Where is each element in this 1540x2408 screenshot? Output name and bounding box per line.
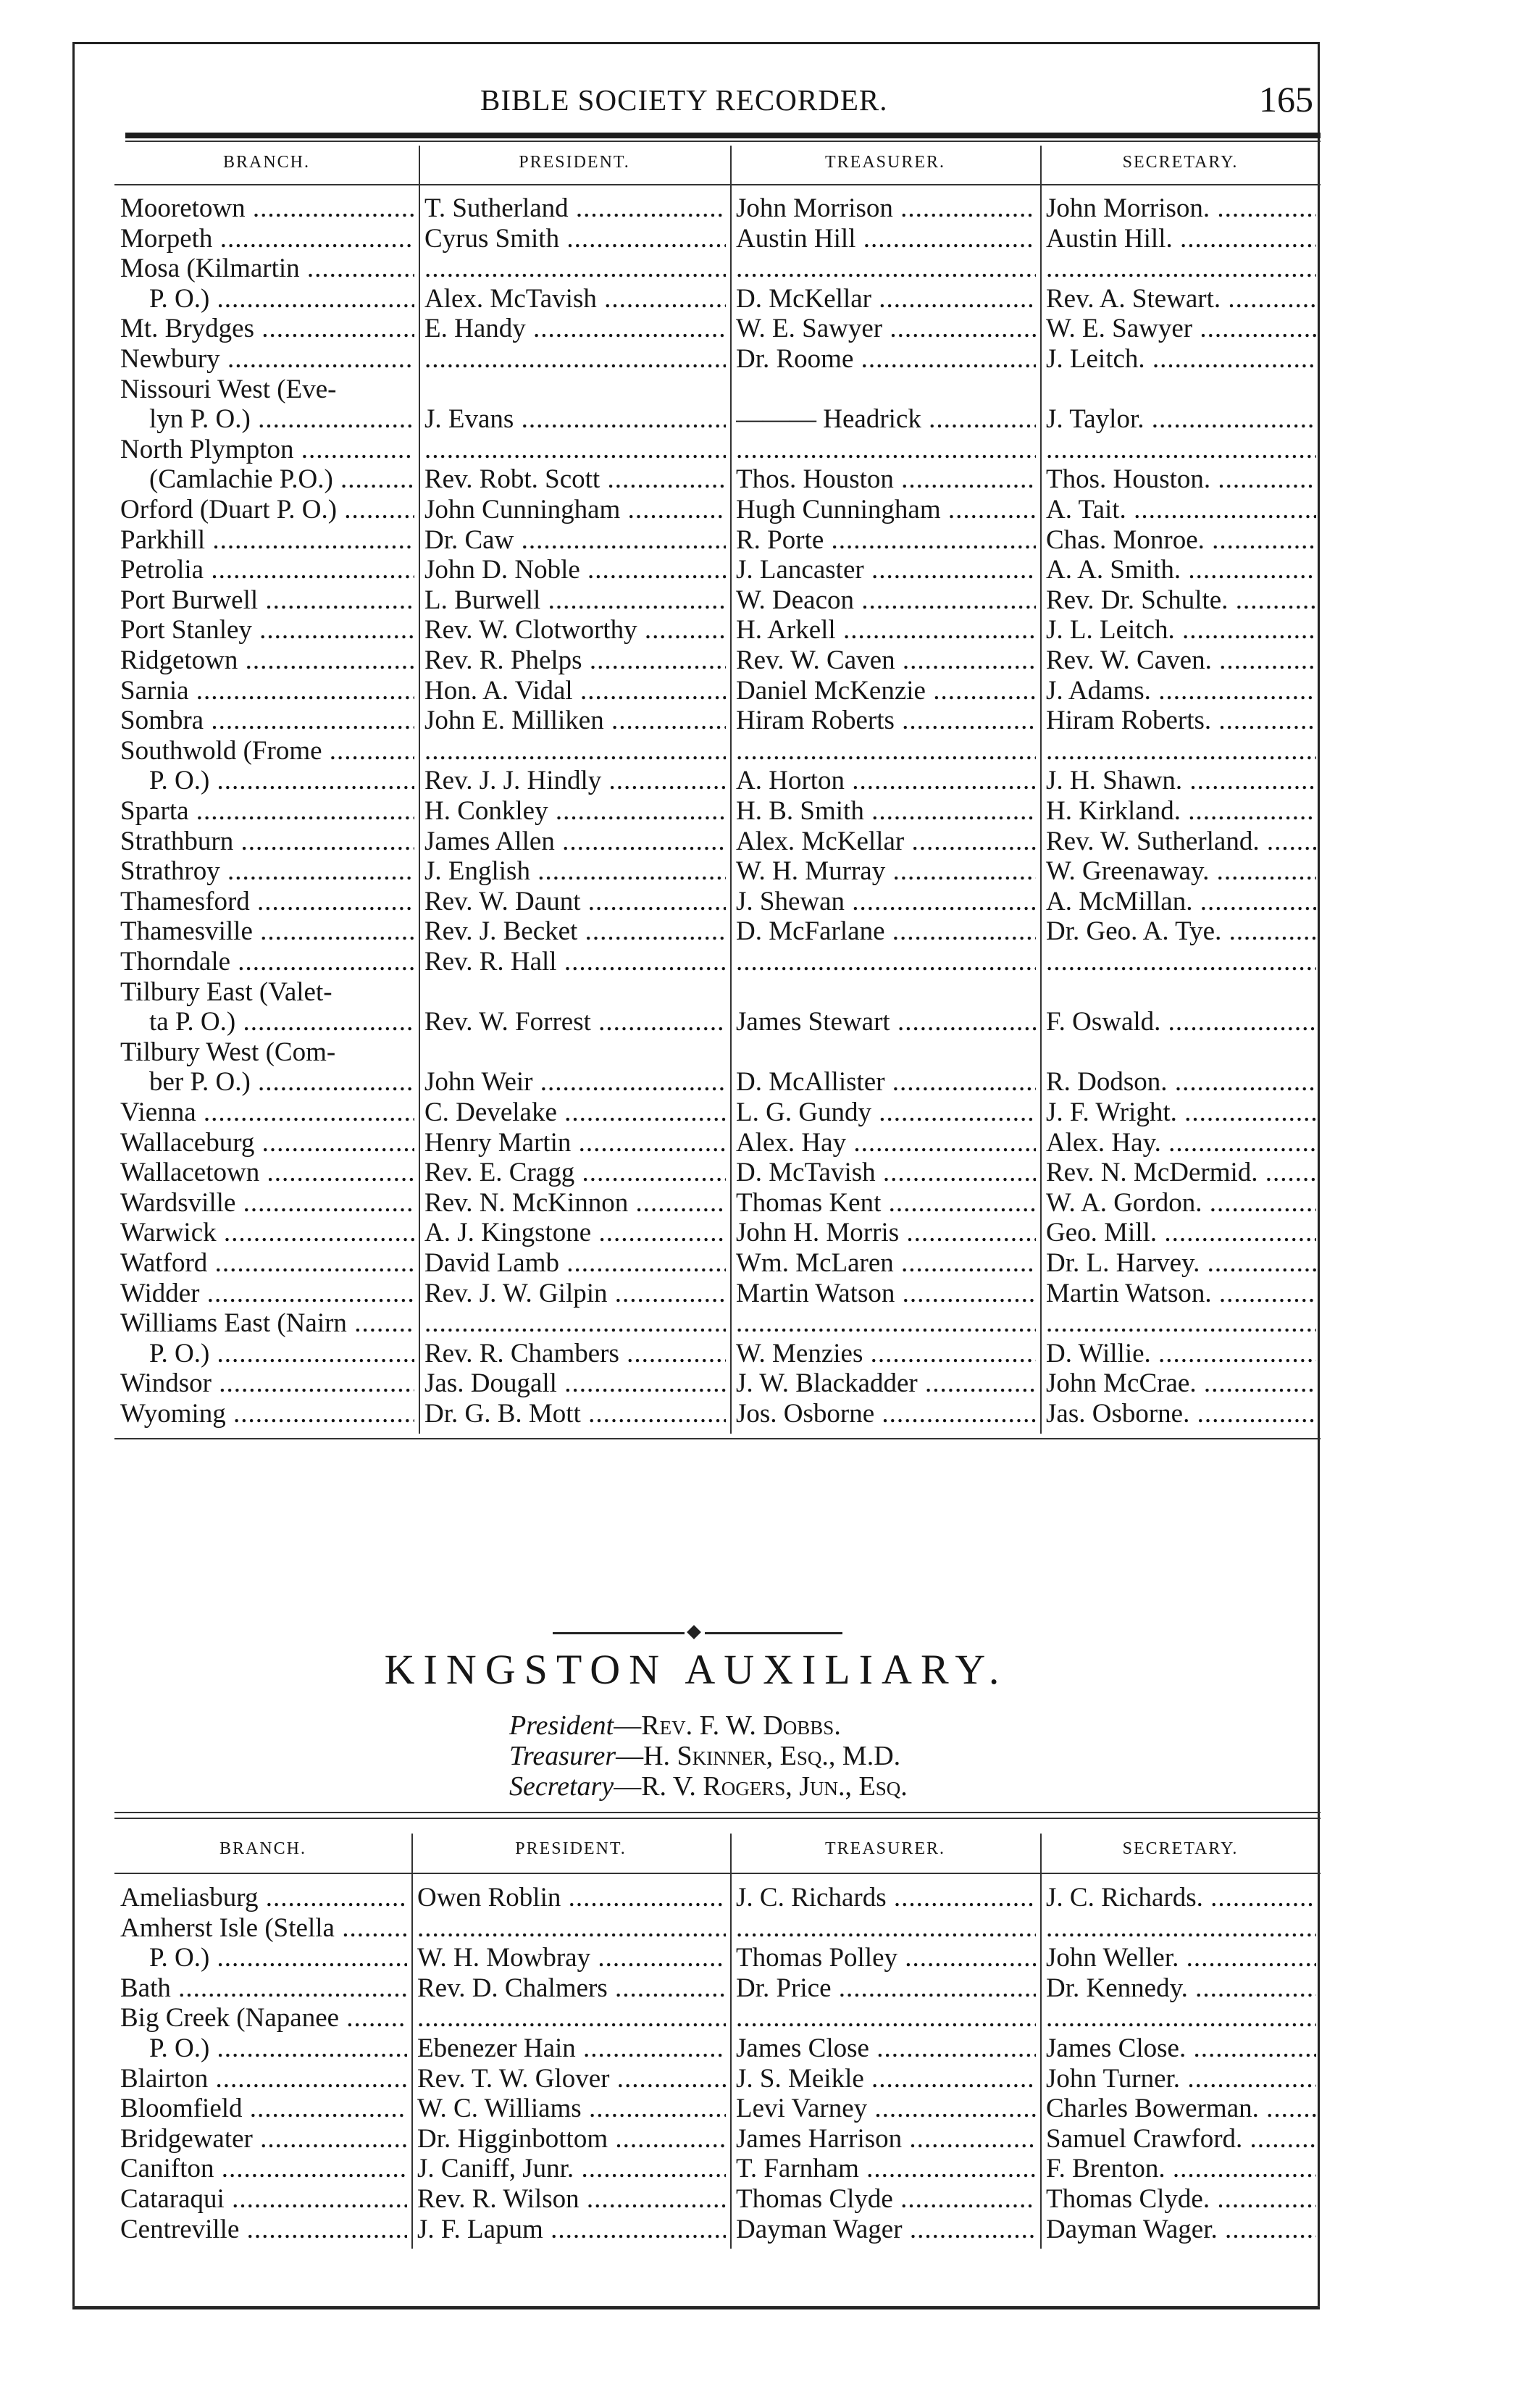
secretary-cell: Alex. Hay. .....: [1046, 1128, 1316, 1158]
table-row: [114, 525, 1321, 555]
branch-cell: P. O.) .....: [149, 766, 414, 795]
table2-double-rule: [114, 1812, 1321, 1819]
table-row: [114, 1248, 1321, 1278]
table-row: [114, 1308, 1321, 1338]
table-row: [114, 314, 1321, 343]
page-frame: [72, 42, 1320, 2309]
treasurer-cell: Wm. McLaren .....: [736, 1248, 1036, 1278]
president-cell: Dr. G. B. Mott .....: [424, 1399, 726, 1429]
secretary-cell: F. Brenton. .....: [1046, 2154, 1316, 2183]
secretary-cell: Thos. Houston. .....: [1046, 464, 1316, 494]
treasurer-cell: John Morrison .....: [736, 193, 1036, 223]
treasurer-cell: H. Arkell .....: [736, 615, 1036, 645]
column-header: PRESIDENT.: [515, 1839, 627, 1858]
secretary-cell: W. Greenaway. .....: [1046, 856, 1316, 886]
table-row: [114, 1339, 1321, 1368]
branch-cell: P. O.) .....: [149, 1339, 414, 1368]
treasurer-cell: Jos. Osborne .....: [736, 1399, 1036, 1429]
table-row: [114, 495, 1321, 524]
branch-cell: Sparta .....: [120, 796, 414, 826]
secretary-cell: Samuel Crawford. .....: [1046, 2124, 1316, 2154]
secretary-cell: [1046, 435, 1316, 464]
secretary-cell: [1046, 736, 1316, 766]
column-header: TREASURER.: [824, 153, 945, 172]
president-cell: [417, 1913, 726, 1943]
secretary-cell: A. McMillan. .....: [1046, 887, 1316, 916]
table-row: [114, 1399, 1321, 1429]
kingston-officers: [509, 1710, 908, 1802]
secretary-cell: Jas. Osborne. .....: [1046, 1399, 1316, 1429]
treasurer-cell: J. Shewan .....: [736, 887, 1036, 916]
president-cell: E. Handy .....: [424, 314, 726, 343]
treasurer-cell: W. Menzies .....: [736, 1339, 1036, 1368]
table-row: [114, 1128, 1321, 1158]
treasurer-cell: Thomas Clyde .....: [736, 2184, 1036, 2214]
table-row: [114, 2094, 1321, 2123]
table-row: [114, 1067, 1321, 1097]
secretary-cell: A. Tait. .....: [1046, 495, 1316, 524]
treasurer-cell: Dr. Roome .....: [736, 344, 1036, 374]
treasurer-cell: J. Lancaster .....: [736, 555, 1036, 585]
president-cell: Alex. McTavish .....: [424, 284, 726, 314]
president-cell: Rev. R. Wilson .....: [417, 2184, 726, 2214]
president-cell: Rev. R. Hall .....: [424, 947, 726, 977]
branch-cell: Thamesford .....: [120, 887, 414, 916]
treasurer-cell: [736, 2003, 1036, 2033]
president-cell: Henry Martin .....: [424, 1128, 726, 1158]
president-cell: Rev. J. J. Hindly .....: [424, 766, 726, 795]
president-cell: Dr. Higginbottom .....: [417, 2124, 726, 2154]
column-header: TREASURER.: [824, 1839, 945, 1858]
table-row: [114, 1368, 1321, 1398]
treasurer-cell: D. McAllister .....: [736, 1067, 1036, 1097]
table-row: [114, 1098, 1321, 1127]
table-row: [114, 1218, 1321, 1247]
treasurer-cell: D. McTavish .....: [736, 1158, 1036, 1187]
branch-cell: Centreville .....: [120, 2215, 407, 2244]
secretary-cell: Rev. Dr. Schulte. .....: [1046, 585, 1316, 615]
treasurer-cell: Dayman Wager .....: [736, 2215, 1036, 2244]
secretary-cell: Dr. L. Harvey. .....: [1046, 1248, 1316, 1278]
branch-cell: Wardsville .....: [120, 1188, 414, 1218]
branch-cell: Mooretown .....: [120, 193, 414, 223]
treasurer-cell: H. B. Smith .....: [736, 796, 1036, 826]
branch-cell: Port Stanley .....: [120, 615, 414, 645]
president-cell: Rev. W. Forrest .....: [424, 1007, 726, 1037]
treasurer-cell: [736, 736, 1036, 766]
secretary-cell: Austin Hill. .....: [1046, 224, 1316, 254]
column-header: SECRETARY.: [1122, 1839, 1239, 1858]
branch-cell: Mosa (Kilmartin .....: [120, 254, 414, 283]
secretary-cell: J. F. Wright. .....: [1046, 1098, 1316, 1127]
officer-president: President—Rev. F. W. Dobbs.: [509, 1710, 841, 1741]
table-row: [114, 736, 1321, 766]
table-row: [114, 1913, 1321, 1943]
table-row: [114, 2184, 1321, 2214]
treasurer-cell: J. W. Blackadder .....: [736, 1368, 1036, 1398]
branch-cell: Bloomfield .....: [120, 2094, 407, 2123]
treasurer-cell: Hiram Roberts .....: [736, 706, 1036, 735]
branch-cell: lyn P. O.) .....: [149, 404, 414, 434]
branch-cell: Wyoming .....: [120, 1399, 414, 1429]
president-cell: Rev. Robt. Scott .....: [424, 464, 726, 494]
table-row: [114, 2033, 1321, 2063]
branch-cell: Sarnia .....: [120, 676, 414, 706]
table-row: [114, 254, 1321, 283]
secretary-cell: James Close. .....: [1046, 2033, 1316, 2063]
treasurer-cell: ——— Headrick .....: [736, 404, 1036, 434]
secretary-cell: [1046, 254, 1316, 283]
president-cell: T. Sutherland .....: [424, 193, 726, 223]
secretary-cell: R. Dodson. .....: [1046, 1067, 1316, 1097]
branch-cell: ta P. O.) .....: [149, 1007, 414, 1037]
table-row: [114, 1943, 1321, 1973]
secretary-cell: Rev. W. Caven. .....: [1046, 645, 1316, 675]
branch-cell: Southwold (Frome .....: [120, 736, 414, 766]
kingston-auxiliary-title: KINGSTON AUXILIARY.: [384, 1646, 1008, 1693]
table-row: [114, 2215, 1321, 2244]
president-cell: Jas. Dougall .....: [424, 1368, 726, 1398]
secretary-cell: Charles Bowerman. .....: [1046, 2094, 1316, 2123]
branch-cell: Bridgewater .....: [120, 2124, 407, 2154]
table-row: [114, 284, 1321, 314]
treasurer-cell: Alex. McKellar .....: [736, 827, 1036, 856]
branch-cell: Wallaceburg .....: [120, 1128, 414, 1158]
treasurer-cell: Thos. Houston .....: [736, 464, 1036, 494]
table-row: [114, 1007, 1321, 1037]
table-row: [114, 827, 1321, 856]
president-cell: W. C. Williams .....: [417, 2094, 726, 2123]
officer-name: Rev. F. W. Dobbs.: [641, 1710, 841, 1741]
treasurer-cell: Martin Watson .....: [736, 1279, 1036, 1308]
president-cell: J. English .....: [424, 856, 726, 886]
treasurer-cell: [736, 254, 1036, 283]
officer-name: R. V. Rogers, Jun., Esq.: [641, 1771, 908, 1802]
table-row: [114, 193, 1321, 223]
branch-cell: Thorndale .....: [120, 947, 414, 977]
secretary-cell: John Morrison. .....: [1046, 193, 1316, 223]
table-row: [114, 1188, 1321, 1218]
column-header: BRANCH.: [219, 1839, 307, 1858]
branch-cell: North Plympton .....: [120, 435, 414, 464]
president-cell: [424, 1308, 726, 1338]
branch-cell: Ridgetown .....: [120, 645, 414, 675]
branch-cell: Port Burwell .....: [120, 585, 414, 615]
branch-cell: Watford .....: [120, 1248, 414, 1278]
president-cell: H. Conkley .....: [424, 796, 726, 826]
president-cell: Rev. R. Phelps .....: [424, 645, 726, 675]
president-cell: Ebenezer Hain .....: [417, 2033, 726, 2063]
treasurer-cell: R. Porte .....: [736, 525, 1036, 555]
president-cell: John D. Noble .....: [424, 555, 726, 585]
secretary-cell: H. Kirkland. .....: [1046, 796, 1316, 826]
treasurer-cell: Thomas Polley .....: [736, 1943, 1036, 1973]
president-cell: Rev. J. W. Gilpin .....: [424, 1279, 726, 1308]
secretary-cell: F. Oswald. .....: [1046, 1007, 1316, 1037]
president-cell: David Lamb .....: [424, 1248, 726, 1278]
treasurer-cell: D. McKellar .....: [736, 284, 1036, 314]
table-row: [114, 1158, 1321, 1187]
secretary-cell: J. L. Leitch. .....: [1046, 615, 1316, 645]
secretary-cell: J. H. Shawn. .....: [1046, 766, 1316, 795]
officer-treasurer: Treasurer—H. Skinner, Esq., M.D.: [509, 1741, 901, 1771]
secretary-cell: Chas. Monroe. .....: [1046, 525, 1316, 555]
column-header: PRESIDENT.: [519, 153, 630, 172]
president-cell: [424, 736, 726, 766]
secretary-cell: [1046, 2003, 1316, 2033]
table-row: [114, 947, 1321, 977]
treasurer-cell: W. Deacon .....: [736, 585, 1036, 615]
treasurer-cell: [736, 947, 1036, 977]
branch-table-2: [114, 1834, 1321, 2244]
treasurer-cell: W. E. Sawyer .....: [736, 314, 1036, 343]
treasurer-cell: Dr. Price .....: [736, 1973, 1036, 2003]
treasurer-cell: J. C. Richards .....: [736, 1883, 1036, 1912]
secretary-cell: Martin Watson. .....: [1046, 1279, 1316, 1308]
table-row: [114, 1883, 1321, 1912]
president-cell: Hon. A. Vidal .....: [424, 676, 726, 706]
secretary-cell: Dayman Wager. .....: [1046, 2215, 1316, 2244]
secretary-cell: John Turner. .....: [1046, 2064, 1316, 2094]
header-double-rule: [125, 133, 1321, 142]
treasurer-cell: [736, 435, 1036, 464]
table-row: [114, 615, 1321, 645]
running-head: [75, 79, 1318, 126]
secretary-cell: J. C. Richards. .....: [1046, 1883, 1316, 1912]
table-row: [114, 224, 1321, 254]
branch-cell: Newbury .....: [120, 344, 414, 374]
secretary-cell: Rev. W. Sutherland. .....: [1046, 827, 1316, 856]
officer-name: H. Skinner, Esq., M.D.: [643, 1741, 901, 1771]
table-row: [114, 796, 1321, 826]
section-ornament: [553, 1626, 842, 1639]
table-header: [114, 1834, 1321, 1864]
president-cell: L. Burwell .....: [424, 585, 726, 615]
president-cell: Rev. N. McKinnon .....: [424, 1188, 726, 1218]
table-row: [114, 1973, 1321, 2003]
officer-role: President: [509, 1710, 614, 1741]
officer-role: Secretary: [509, 1771, 614, 1802]
branch-cell: Parkhill .....: [120, 525, 414, 555]
branch-cell: Vienna .....: [120, 1098, 414, 1127]
table-row: [114, 2064, 1321, 2094]
president-cell: John Cunningham .....: [424, 495, 726, 524]
treasurer-cell: Thomas Kent .....: [736, 1188, 1036, 1218]
table-row: [114, 645, 1321, 675]
secretary-cell: Dr. Kennedy. .....: [1046, 1973, 1316, 2003]
president-cell: [417, 2003, 726, 2033]
branch-cell: Tilbury West (Com-: [120, 1037, 336, 1067]
branch-cell: Sombra .....: [120, 706, 414, 735]
branch-cell: Amherst Isle (Stella .....: [120, 1913, 407, 1943]
secretary-cell: John Weller. .....: [1046, 1943, 1316, 1973]
table-row: [114, 706, 1321, 735]
treasurer-cell: W. H. Murray .....: [736, 856, 1036, 886]
treasurer-cell: Alex. Hay .....: [736, 1128, 1036, 1158]
secretary-cell: Dr. Geo. A. Tye. .....: [1046, 916, 1316, 946]
branch-cell: Thamesville .....: [120, 916, 414, 946]
treasurer-cell: T. Farnham .....: [736, 2154, 1036, 2183]
page-bottom-rule: [72, 2306, 1320, 2307]
secretary-cell: Thomas Clyde. .....: [1046, 2184, 1316, 2214]
branch-cell: Ameliasburg .....: [120, 1883, 407, 1912]
treasurer-cell: Daniel McKenzie .....: [736, 676, 1036, 706]
branch-cell: Nissouri West (Eve-: [120, 374, 337, 404]
column-header: BRANCH.: [222, 153, 311, 172]
treasurer-cell: Levi Varney .....: [736, 2094, 1036, 2123]
president-cell: Dr. Caw .....: [424, 525, 726, 555]
president-cell: John E. Milliken .....: [424, 706, 726, 735]
president-cell: Rev. W. Clotworthy .....: [424, 615, 726, 645]
running-title: BIBLE SOCIETY RECORDER.: [480, 83, 888, 117]
president-cell: James Allen .....: [424, 827, 726, 856]
branch-cell: Strathburn .....: [120, 827, 414, 856]
branch-cell: Windsor .....: [120, 1368, 414, 1398]
table-row: [114, 1037, 1321, 1067]
treasurer-cell: J. S. Meikle .....: [736, 2064, 1036, 2094]
secretary-cell: [1046, 1913, 1316, 1943]
secretary-cell: J. Adams. .....: [1046, 676, 1316, 706]
secretary-cell: John McCrae. .....: [1046, 1368, 1316, 1398]
table-row: [114, 766, 1321, 795]
table-row: [114, 887, 1321, 916]
president-cell: J. F. Lapum .....: [417, 2215, 726, 2244]
treasurer-cell: Austin Hill .....: [736, 224, 1036, 254]
branch-cell: Cataraqui .....: [120, 2184, 407, 2214]
branch-cell: Big Creek (Napanee .....: [120, 2003, 407, 2033]
secretary-cell: D. Willie. .....: [1046, 1339, 1316, 1368]
treasurer-cell: [736, 1308, 1036, 1338]
president-cell: A. J. Kingstone .....: [424, 1218, 726, 1247]
treasurer-cell: James Close .....: [736, 2033, 1036, 2063]
treasurer-cell: D. McFarlane .....: [736, 916, 1036, 946]
table-row: [114, 375, 1321, 404]
president-cell: Rev. W. Daunt .....: [424, 887, 726, 916]
table-row: [114, 555, 1321, 585]
branch-cell: (Camlachie P.O.) .....: [149, 464, 414, 494]
branch-cell: Strathroy .....: [120, 856, 414, 886]
president-cell: Rev. D. Chalmers .....: [417, 1973, 726, 2003]
president-cell: Rev. T. W. Glover .....: [417, 2064, 726, 2094]
branch-cell: Widder .....: [120, 1279, 414, 1308]
treasurer-cell: [736, 1913, 1036, 1943]
branch-cell: Wallacetown .....: [120, 1158, 414, 1187]
president-cell: [424, 435, 726, 464]
table-row: [114, 676, 1321, 706]
treasurer-cell: L. G. Gundy .....: [736, 1098, 1036, 1127]
branch-cell: Morpeth .....: [120, 224, 414, 254]
table-row: [114, 916, 1321, 946]
president-cell: Rev. E. Cragg .....: [424, 1158, 726, 1187]
secretary-cell: [1046, 1308, 1316, 1338]
secretary-cell: Rev. N. McDermid. .....: [1046, 1158, 1316, 1187]
branch-cell: Warwick .....: [120, 1218, 414, 1247]
table-row: [114, 2124, 1321, 2154]
treasurer-cell: James Harrison .....: [736, 2124, 1036, 2154]
branch-cell: Orford (Duart P. O.) .....: [120, 495, 414, 524]
page-number: 165: [1259, 79, 1313, 120]
president-cell: [424, 344, 726, 374]
branch-cell: Petrolia .....: [120, 555, 414, 585]
branch-cell: P. O.) .....: [149, 284, 414, 314]
branch-cell: Mt. Brydges .....: [120, 314, 414, 343]
branch-cell: Bath .....: [120, 1973, 407, 2003]
secretary-cell: J. Leitch. .....: [1046, 344, 1316, 374]
president-cell: Owen Roblin .....: [417, 1883, 726, 1912]
table-row: [114, 585, 1321, 615]
table-row: [114, 856, 1321, 886]
column-header: SECRETARY.: [1122, 153, 1239, 172]
treasurer-cell: Rev. W. Caven .....: [736, 645, 1036, 675]
treasurer-cell: John H. Morris .....: [736, 1218, 1036, 1247]
president-cell: [424, 254, 726, 283]
treasurer-cell: Hugh Cunningham .....: [736, 495, 1036, 524]
secretary-cell: Rev. A. Stewart. .....: [1046, 284, 1316, 314]
president-cell: Rev. J. Becket .....: [424, 916, 726, 946]
secretary-cell: A. A. Smith. .....: [1046, 555, 1316, 585]
secretary-cell: [1046, 947, 1316, 977]
officer-secretary: Secretary—R. V. Rogers, Jun., Esq.: [509, 1771, 908, 1802]
branch-cell: Williams East (Nairn .....: [120, 1308, 414, 1338]
secretary-cell: Geo. Mill. .....: [1046, 1218, 1316, 1247]
president-cell: John Weir .....: [424, 1067, 726, 1097]
president-cell: Rev. R. Chambers .....: [424, 1339, 726, 1368]
table-row: [114, 404, 1321, 434]
branch-cell: ber P. O.) .....: [149, 1067, 414, 1097]
branch-cell: P. O.) .....: [149, 2033, 407, 2063]
treasurer-cell: A. Horton .....: [736, 766, 1036, 795]
president-cell: J. Evans .....: [424, 404, 726, 434]
branch-table-1: [114, 146, 1321, 1429]
table-row: [114, 977, 1321, 1007]
branch-cell: Tilbury East (Valet-: [120, 977, 332, 1007]
president-cell: Cyrus Smith .....: [424, 224, 726, 254]
treasurer-cell: James Stewart .....: [736, 1007, 1036, 1037]
branch-cell: Canifton .....: [120, 2154, 407, 2183]
officer-role: Treasurer: [509, 1741, 616, 1771]
table-row: [114, 464, 1321, 494]
president-cell: J. Caniff, Junr. .....: [417, 2154, 726, 2183]
table-row: [114, 2154, 1321, 2183]
president-cell: W. H. Mowbray .....: [417, 1943, 726, 1973]
secretary-cell: W. A. Gordon. .....: [1046, 1188, 1316, 1218]
secretary-cell: Hiram Roberts. .....: [1046, 706, 1316, 735]
table-row: [114, 344, 1321, 374]
secretary-cell: J. Taylor. .....: [1046, 404, 1316, 434]
table-header: [114, 146, 1321, 176]
branch-cell: P. O.) .....: [149, 1943, 407, 1973]
president-cell: C. Develake .....: [424, 1098, 726, 1127]
table-row: [114, 435, 1321, 464]
secretary-cell: W. E. Sawyer .....: [1046, 314, 1316, 343]
table-row: [114, 1279, 1321, 1308]
table-row: [114, 2003, 1321, 2033]
branch-cell: Blairton .....: [120, 2064, 407, 2094]
